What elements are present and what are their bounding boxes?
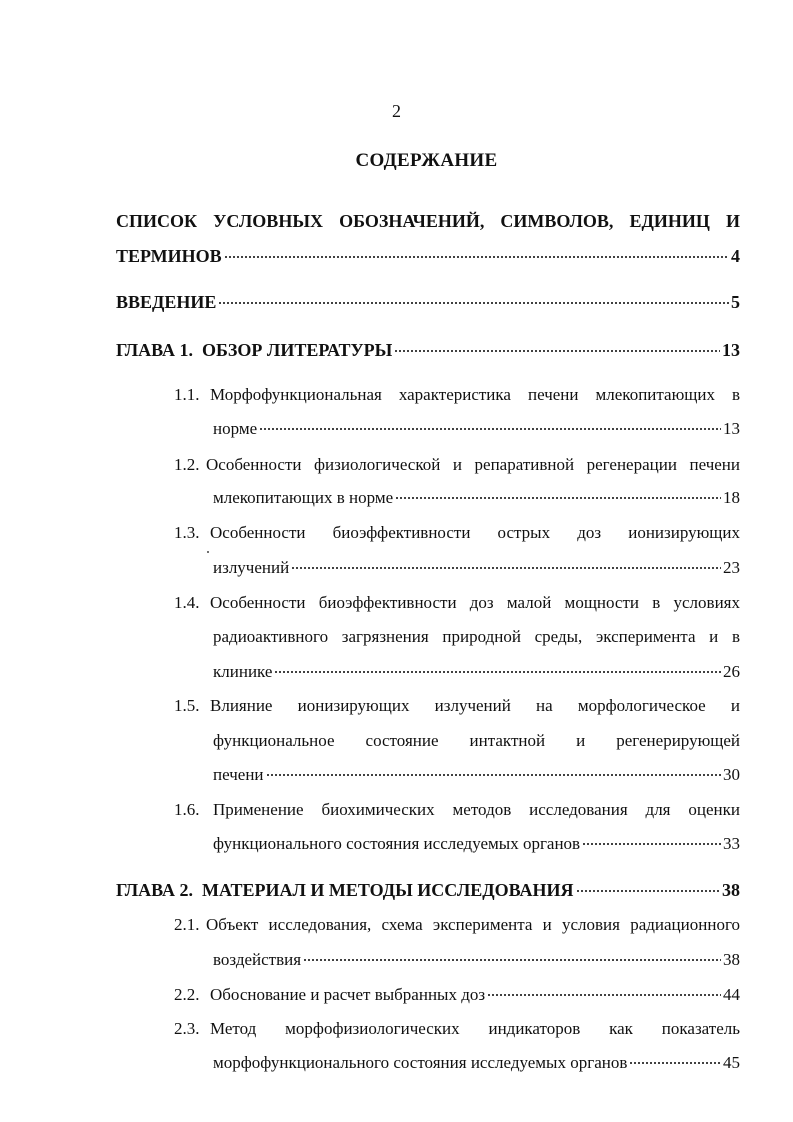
dot-leader (218, 302, 729, 304)
toc-page-ref: 26 (723, 662, 740, 681)
toc-section-number: 1.6. (174, 800, 200, 819)
toc-heading: СОДЕРЖАНИЕ (355, 150, 498, 171)
dot-leader (266, 774, 721, 776)
dot-leader (259, 428, 721, 430)
toc-page-ref: 45 (723, 1053, 740, 1072)
dot-leader (395, 497, 721, 499)
toc-page-ref: 30 (723, 765, 740, 784)
toc-section-number: 2.2. (174, 985, 200, 1004)
toc-entry-line: ТЕРМИНОВ (116, 246, 222, 266)
toc-entry-line: СПИСОК УСЛОВНЫХ ОБОЗНАЧЕНИЙ, СИМВОЛОВ, ЕДИНИЦ И (116, 211, 740, 231)
toc-entry-title: ОБЗОР ЛИТЕРАТУРЫ (202, 340, 393, 360)
dot-leader (274, 671, 721, 673)
toc-entry-line: излучений (213, 558, 290, 577)
toc-section-number: 2.3. (174, 1019, 200, 1038)
toc-entry-line: Метод морфофизиологических индикаторов как показатель (210, 1019, 740, 1038)
toc-page-ref: 4 (731, 246, 740, 266)
toc-page-ref: 18 (723, 488, 740, 507)
dot-leader (576, 890, 720, 892)
toc-section-number: 1.2. (174, 455, 200, 474)
toc-page-ref: 38 (723, 950, 740, 969)
toc-page-ref: 13 (722, 340, 740, 360)
page-number: 2 (392, 101, 401, 121)
toc-section-number: 2.1. (174, 915, 200, 934)
toc-page-ref: 13 (723, 419, 740, 438)
toc-page-ref: 33 (723, 834, 740, 853)
dot-leader (582, 843, 721, 845)
toc-section-number: 1.1. (174, 385, 200, 404)
toc-page-ref: 5 (731, 292, 740, 312)
toc-entry-line: морфофункционального состояния исследуемых органов (213, 1053, 628, 1072)
toc-entry-line: Влияние ионизирующих излучений на морфологическое и (210, 696, 740, 715)
toc-entry-line: воздействия (213, 950, 302, 969)
toc-section-number: 1.5. (174, 696, 200, 715)
toc-entry-title: ВВЕДЕНИЕ (116, 292, 217, 312)
dot-leader (394, 350, 720, 352)
toc-entry-line: Применение биохимических методов исследования для оценки (213, 800, 740, 819)
toc-chapter-number: ГЛАВА 2. (116, 880, 194, 900)
toc-page-ref: 44 (723, 985, 740, 1004)
toc-entry-line: Особенности физиологической и репаративной регенерации печени (206, 455, 740, 474)
toc-entry-line: печени (213, 765, 264, 784)
toc-section-number: 1.3. (174, 523, 200, 542)
toc-section-number: 1.4. (174, 593, 200, 612)
toc-entry-line: функционального состояния исследуемых органов (213, 834, 581, 853)
toc-entry-line: радиоактивного загрязнения природной среды, эксперимента и в (213, 627, 740, 646)
toc-entry-line: Особенности биоэффективности острых доз ионизирующих (210, 523, 740, 542)
toc-entry-line: Особенности биоэффективности доз малой мощности в условиях (210, 593, 740, 612)
toc-page-ref: 23 (723, 558, 740, 577)
toc-entry-line: Объект исследования, схема эксперимента и условия радиационного (206, 915, 740, 934)
scan-speck (207, 551, 209, 553)
toc-chapter-number: ГЛАВА 1. (116, 340, 194, 360)
toc-entry-line: функциональное состояние интактной и регенерирующей (213, 731, 740, 750)
toc-entry-line: Морфофункциональная характеристика печени млекопитающих в (210, 385, 740, 404)
dot-leader (487, 994, 721, 996)
toc-entry-line: норме (213, 419, 258, 438)
toc-entry-line: клинике (213, 662, 273, 681)
toc-entry-title: МАТЕРИАЛ И МЕТОДЫ ИССЛЕДОВАНИЯ (202, 880, 574, 900)
toc-page-ref: 38 (722, 880, 740, 900)
dot-leader (629, 1062, 721, 1064)
dot-leader (291, 567, 721, 569)
dot-leader (303, 959, 721, 961)
toc-entry-line: млекопитающих в норме (213, 488, 394, 507)
toc-entry-line: Обоснование и расчет выбранных доз (210, 985, 486, 1004)
dot-leader (224, 256, 729, 258)
